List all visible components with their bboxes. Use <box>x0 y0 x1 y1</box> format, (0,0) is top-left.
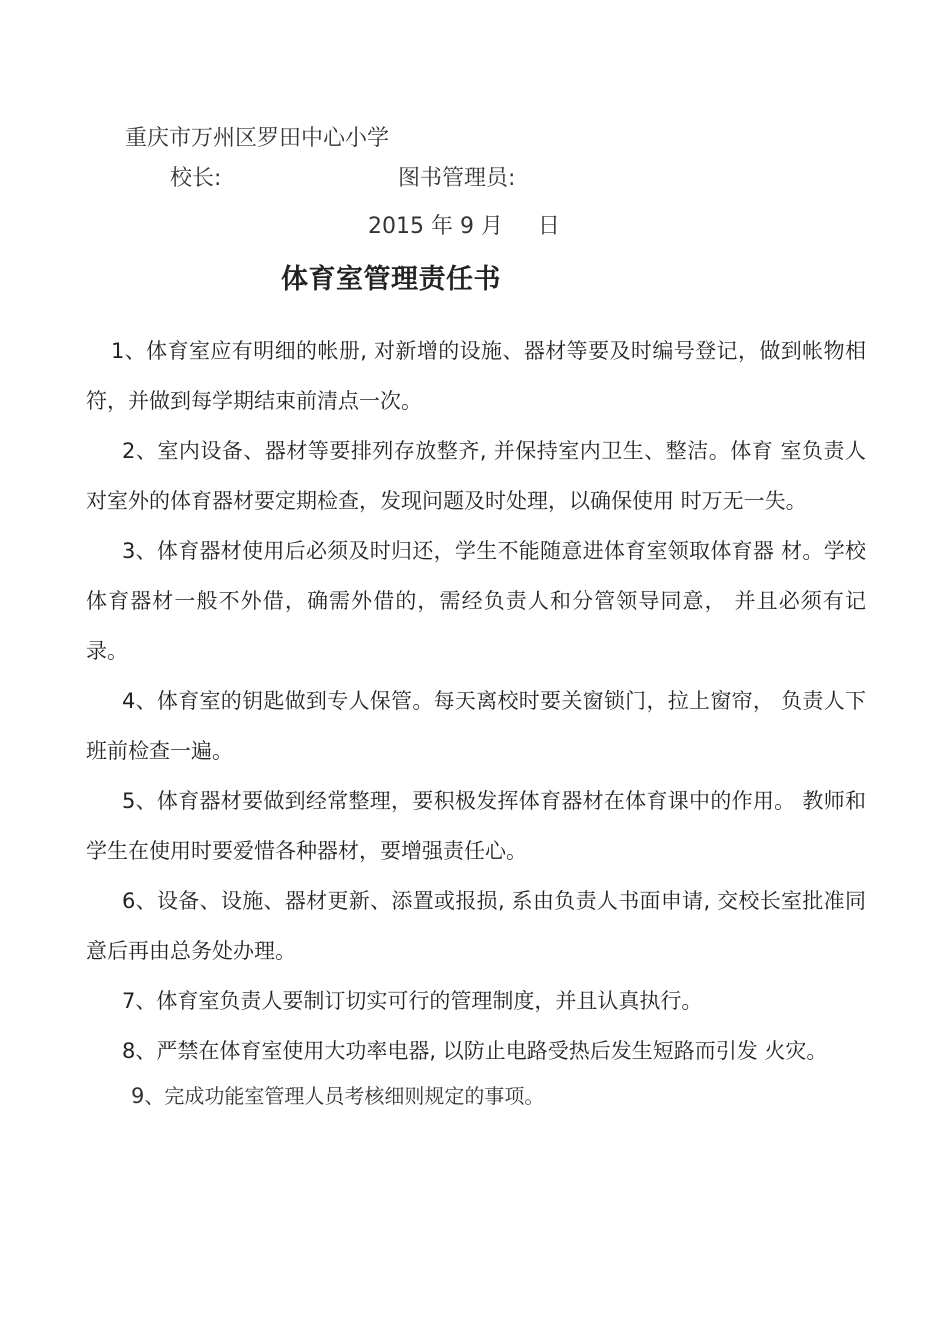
document-title: 体育室管理责任书 <box>281 264 501 295</box>
rule-item-3: 3、体育器材使用后必须及时归还，学生不能随意进体育室领取体育器 材。学校体育器材一般不外借，确需外借的，需经负责人和分管领导同意， 并且必须有记录。 <box>86 539 866 663</box>
rule-item-5: 5、体育器材要做到经常整理，要积极发挥体育器材在体育课中的作用。 教师和学生在使用时要爱惜各种器材，要增强责任心。 <box>86 789 866 863</box>
rule-item-1: 1、体育室应有明细的帐册, 对新增的设施、器材等要及时编号登记，做到帐物相符，并做到每学期结束前清点一次。 <box>86 339 866 413</box>
rule-item-9-number: 9 <box>131 1084 145 1108</box>
rule-item-9-text: 、完成功能室管理人员考核细则规定的事项。 <box>144 1084 545 1108</box>
principal-signature-label: 校长: <box>170 166 222 191</box>
librarian-signature-label: 图书管理员: <box>398 166 516 191</box>
rule-item-2: 2、室内设备、器材等要排列存放整齐, 并保持室内卫生、整洁。体育 室负责人对室外的体育器材要定期检查，发现问题及时处理，以确保使用 时万无一失。 <box>86 439 866 513</box>
rule-item-4: 4、体育室的钥匙做到专人保管。每天离校时要关窗锁门，拉上窗帘， 负责人下班前检查一遍。 <box>86 689 866 763</box>
rule-item-7: 7、体育室负责人要制订切实可行的管理制度，并且认真执行。 <box>122 989 703 1013</box>
document-date: 2015 年 9 月 日 <box>368 214 560 239</box>
rule-item-6: 6、设备、设施、器材更新、添置或报损, 系由负责人书面申请, 交校长室批准同意后再由总务处办理。 <box>86 889 866 963</box>
school-name: 重庆市万州区罗田中心小学 <box>125 126 390 151</box>
rule-item-8: 8、严禁在体育室使用大功率电器, 以防止电路受热后发生短路而引发 火灾。 <box>122 1039 828 1063</box>
rule-item-9 <box>131 1080 544 1109</box>
